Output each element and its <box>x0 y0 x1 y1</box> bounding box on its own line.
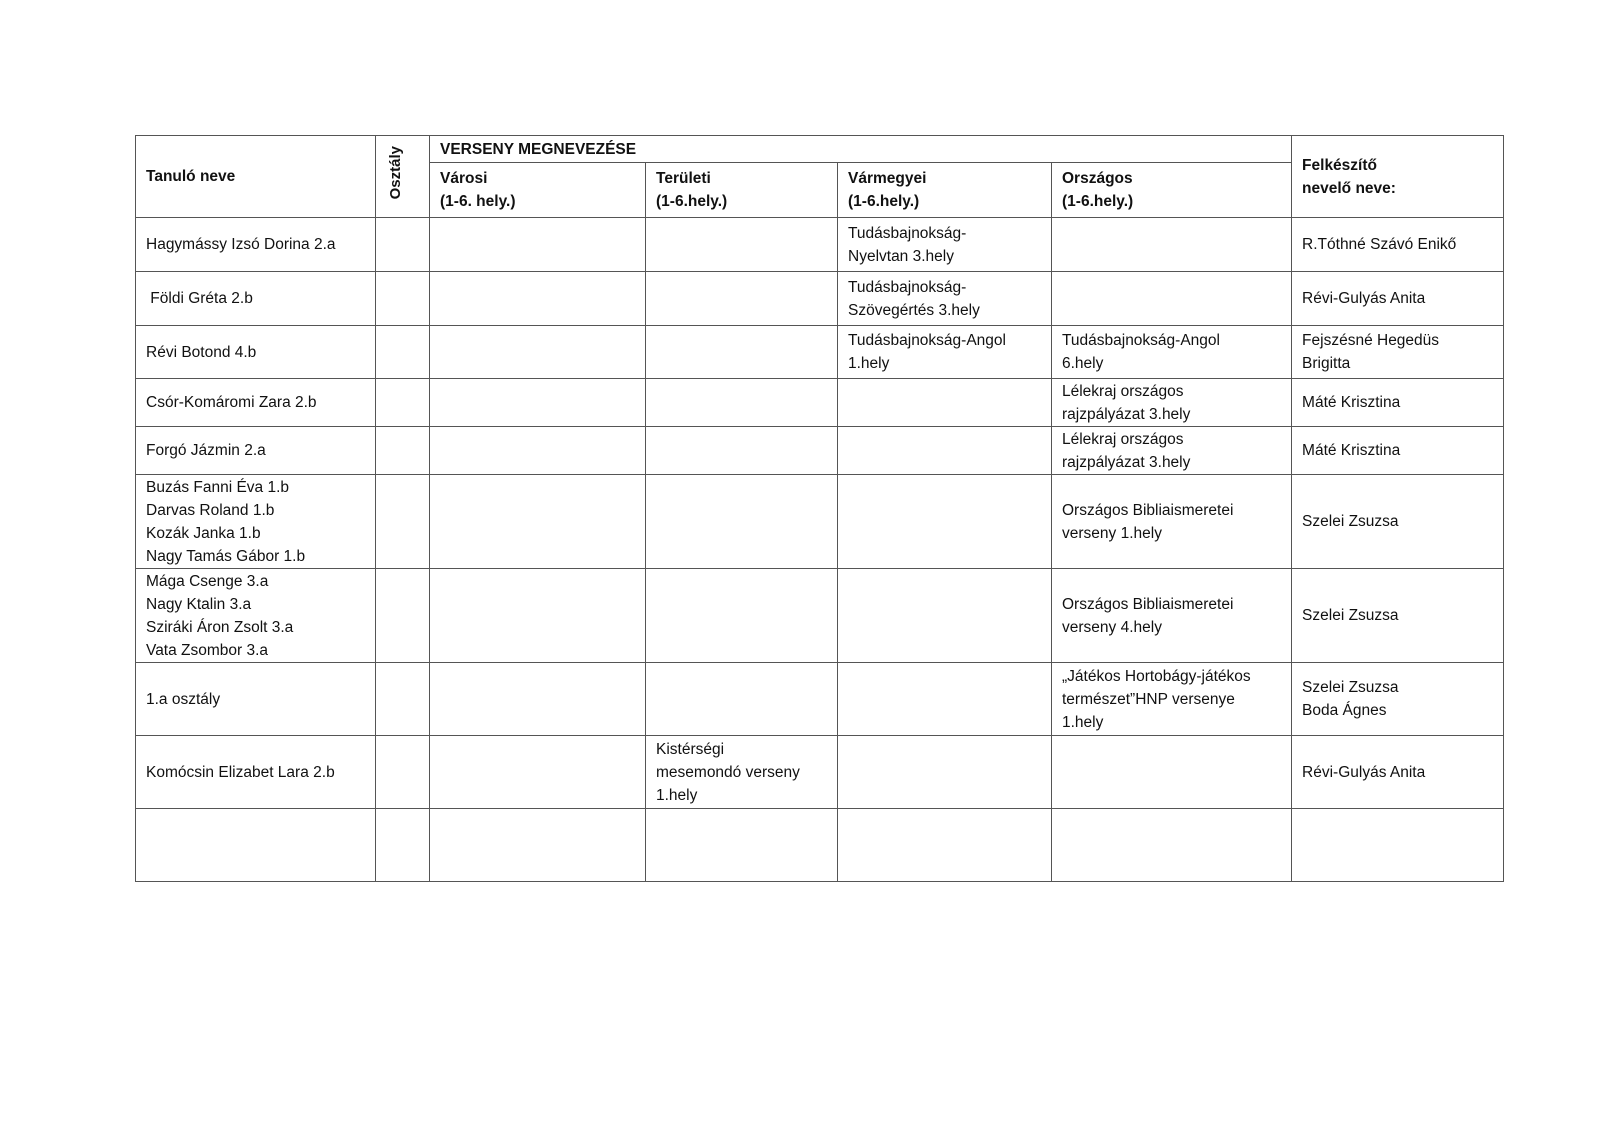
regional-cell <box>646 218 838 272</box>
city-cell <box>430 379 646 427</box>
table-row <box>136 218 1504 272</box>
header-regional: Területi (1-6.hely.) <box>646 163 838 218</box>
header-city: Városi (1-6. hely.) <box>430 163 646 218</box>
city-cell <box>430 809 646 882</box>
header-county: Vármegyei (1-6.hely.) <box>838 163 1052 218</box>
city-cell <box>430 272 646 326</box>
regional-cell <box>646 379 838 427</box>
national-cell <box>1052 809 1292 882</box>
national-cell <box>1052 272 1292 326</box>
table-row <box>136 663 1504 736</box>
header-class-label: Osztály <box>387 146 404 200</box>
national-cell: Tudásbajnokság-Angol 6.hely <box>1052 326 1292 379</box>
national-cell: Lélekraj országos rajzpályázat 3.hely <box>1052 379 1292 427</box>
class-cell <box>376 272 430 326</box>
table-row <box>136 326 1504 379</box>
teacher-cell: Máté Krisztina <box>1292 379 1504 427</box>
city-cell <box>430 218 646 272</box>
student-cell <box>136 809 376 882</box>
teacher-cell: Szelei Zsuzsa <box>1292 569 1504 663</box>
regional-cell <box>646 475 838 569</box>
county-cell <box>838 663 1052 736</box>
header-competition: VERSENY MEGNEVEZÉSE <box>430 136 1292 163</box>
county-cell <box>838 736 1052 809</box>
city-cell <box>430 475 646 569</box>
city-cell <box>430 326 646 379</box>
national-cell <box>1052 736 1292 809</box>
header-class <box>376 136 430 218</box>
county-cell: Tudásbajnokság- Nyelvtan 3.hely <box>838 218 1052 272</box>
teacher-cell: Szelei Zsuzsa <box>1292 475 1504 569</box>
national-cell: Országos Bibliaismeretei verseny 1.hely <box>1052 475 1292 569</box>
student-cell: Földi Gréta 2.b <box>136 272 376 326</box>
competition-results-table <box>135 135 1504 882</box>
table-row <box>136 736 1504 809</box>
class-cell <box>376 736 430 809</box>
regional-cell: Kistérségi mesemondó verseny 1.hely <box>646 736 838 809</box>
regional-cell <box>646 427 838 475</box>
teacher-cell: Révi-Gulyás Anita <box>1292 736 1504 809</box>
county-cell <box>838 475 1052 569</box>
table-row <box>136 427 1504 475</box>
teacher-cell: Máté Krisztina <box>1292 427 1504 475</box>
student-cell: 1.a osztály <box>136 663 376 736</box>
county-cell: Tudásbajnokság- Szövegértés 3.hely <box>838 272 1052 326</box>
class-cell <box>376 809 430 882</box>
student-cell: Buzás Fanni Éva 1.b Darvas Roland 1.b Kozák Janka 1.b Nagy Tamás Gábor 1.b <box>136 475 376 569</box>
class-cell <box>376 218 430 272</box>
class-cell <box>376 569 430 663</box>
county-cell <box>838 809 1052 882</box>
county-cell: Tudásbajnokság-Angol 1.hely <box>838 326 1052 379</box>
header-national: Országos (1-6.hely.) <box>1052 163 1292 218</box>
teacher-cell: Fejszésné Hegedüs Brigitta <box>1292 326 1504 379</box>
student-cell: Mága Csenge 3.a Nagy Ktalin 3.a Sziráki Áron Zsolt 3.a Vata Zsombor 3.a <box>136 569 376 663</box>
teacher-cell <box>1292 809 1504 882</box>
city-cell <box>430 663 646 736</box>
student-cell: Forgó Jázmin 2.a <box>136 427 376 475</box>
class-cell <box>376 379 430 427</box>
class-cell <box>376 663 430 736</box>
national-cell: „Játékos Hortobágy-játékos természet”HNP versenye 1.hely <box>1052 663 1292 736</box>
table-row <box>136 569 1504 663</box>
class-cell <box>376 475 430 569</box>
student-cell: Hagymássy Izsó Dorina 2.a <box>136 218 376 272</box>
regional-cell <box>646 569 838 663</box>
regional-cell <box>646 809 838 882</box>
student-cell: Csór-Komáromi Zara 2.b <box>136 379 376 427</box>
county-cell <box>838 569 1052 663</box>
teacher-cell: R.Tóthné Szávó Enikő <box>1292 218 1504 272</box>
class-cell <box>376 427 430 475</box>
regional-cell <box>646 663 838 736</box>
regional-cell <box>646 326 838 379</box>
national-cell: Lélekraj országos rajzpályázat 3.hely <box>1052 427 1292 475</box>
national-cell: Országos Bibliaismeretei verseny 4.hely <box>1052 569 1292 663</box>
teacher-cell: Szelei Zsuzsa Boda Ágnes <box>1292 663 1504 736</box>
regional-cell <box>646 272 838 326</box>
city-cell <box>430 736 646 809</box>
class-cell <box>376 326 430 379</box>
city-cell <box>430 569 646 663</box>
table-row <box>136 272 1504 326</box>
student-cell: Révi Botond 4.b <box>136 326 376 379</box>
national-cell <box>1052 218 1292 272</box>
teacher-cell: Révi-Gulyás Anita <box>1292 272 1504 326</box>
student-cell: Komócsin Elizabet Lara 2.b <box>136 736 376 809</box>
header-teacher: Felkészítő nevelő neve: <box>1292 136 1504 218</box>
header-student-name: Tanuló neve <box>136 136 376 218</box>
empty-row <box>136 809 1504 882</box>
table-row <box>136 475 1504 569</box>
city-cell <box>430 427 646 475</box>
county-cell <box>838 427 1052 475</box>
county-cell <box>838 379 1052 427</box>
table-row <box>136 379 1504 427</box>
